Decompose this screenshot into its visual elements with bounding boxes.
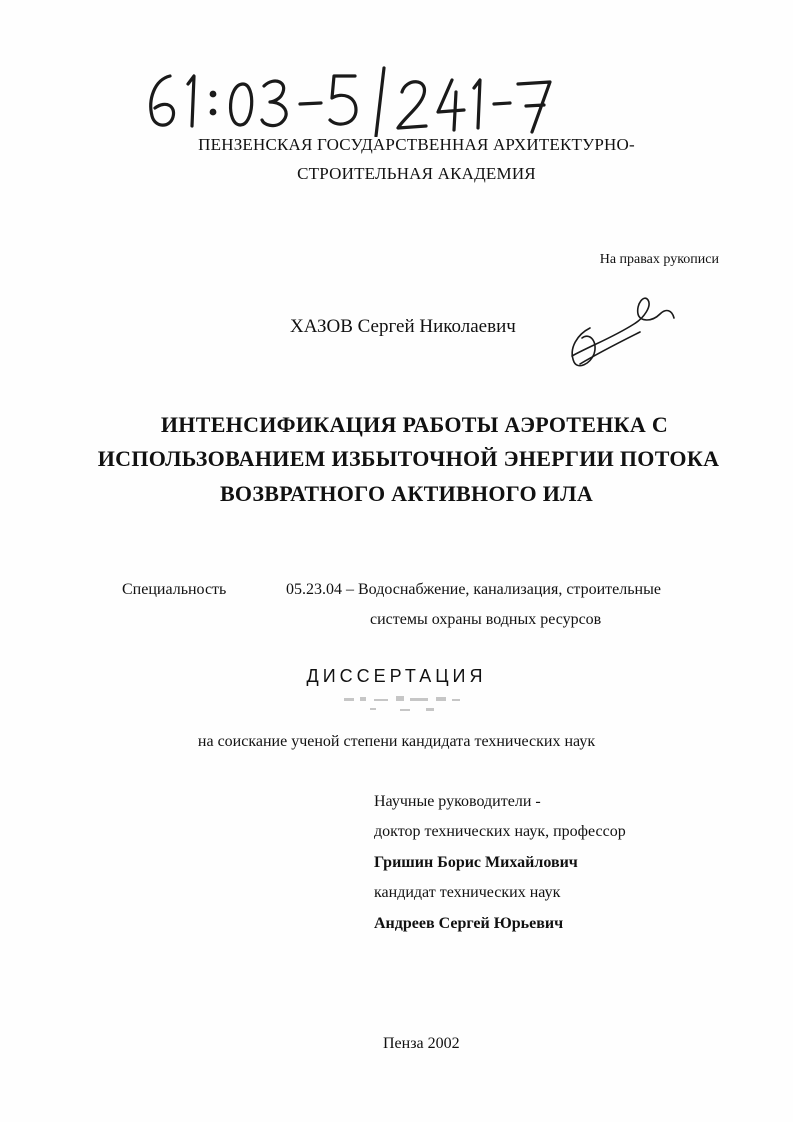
supervisor-1-title: доктор технических наук, профессор	[374, 823, 626, 840]
institution-line-1: ПЕНЗЕНСКАЯ ГОСУДАРСТВЕННАЯ АРХИТЕКТУРНО-	[198, 135, 635, 154]
document-type: ДИССЕРТАЦИЯ	[306, 666, 487, 686]
supervisor-1-name: Гришин Борис Михайлович	[374, 854, 578, 871]
specialty-value-line-1: 05.23.04 – Водоснабжение, канализация, строительные	[286, 581, 661, 598]
author-signature	[560, 292, 690, 372]
author-name: ХАЗОВ Сергей Николаевич	[290, 316, 516, 337]
stamp-smudge-drawing	[340, 688, 480, 718]
handwritten-inventory-code	[140, 62, 560, 137]
handwritten-code-drawing	[140, 62, 560, 137]
dissertation-title-line-2: ИСПОЛЬЗОВАНИЕМ ИЗБЫТОЧНОЙ ЭНЕРГИИ ПОТОКА	[97, 446, 720, 471]
supervisor-2-title: кандидат технических наук	[374, 884, 561, 901]
institution-line-2: СТРОИТЕЛЬНАЯ АКАДЕМИЯ	[297, 164, 536, 183]
signature-drawing	[560, 292, 690, 372]
degree-statement: на соискание ученой степени кандидата технических наук	[197, 733, 596, 750]
stamp-smudge	[340, 688, 480, 718]
dissertation-title-line-3: ВОЗВРАТНОГО АКТИВНОГО ИЛА	[219, 481, 594, 506]
specialty-value-line-2: системы охраны водных ресурсов	[370, 611, 602, 628]
specialty-label: Специальность	[122, 581, 227, 598]
dissertation-title-line-1: ИНТЕНСИФИКАЦИЯ РАБОТЫ АЭРОТЕНКА С	[160, 412, 669, 437]
manuscript-note: На правах рукописи	[599, 252, 719, 267]
supervisors-heading: Научные руководители -	[374, 793, 541, 810]
supervisor-2-name: Андреев Сергей Юрьевич	[374, 915, 564, 932]
city-and-year: Пенза 2002	[383, 1035, 460, 1052]
